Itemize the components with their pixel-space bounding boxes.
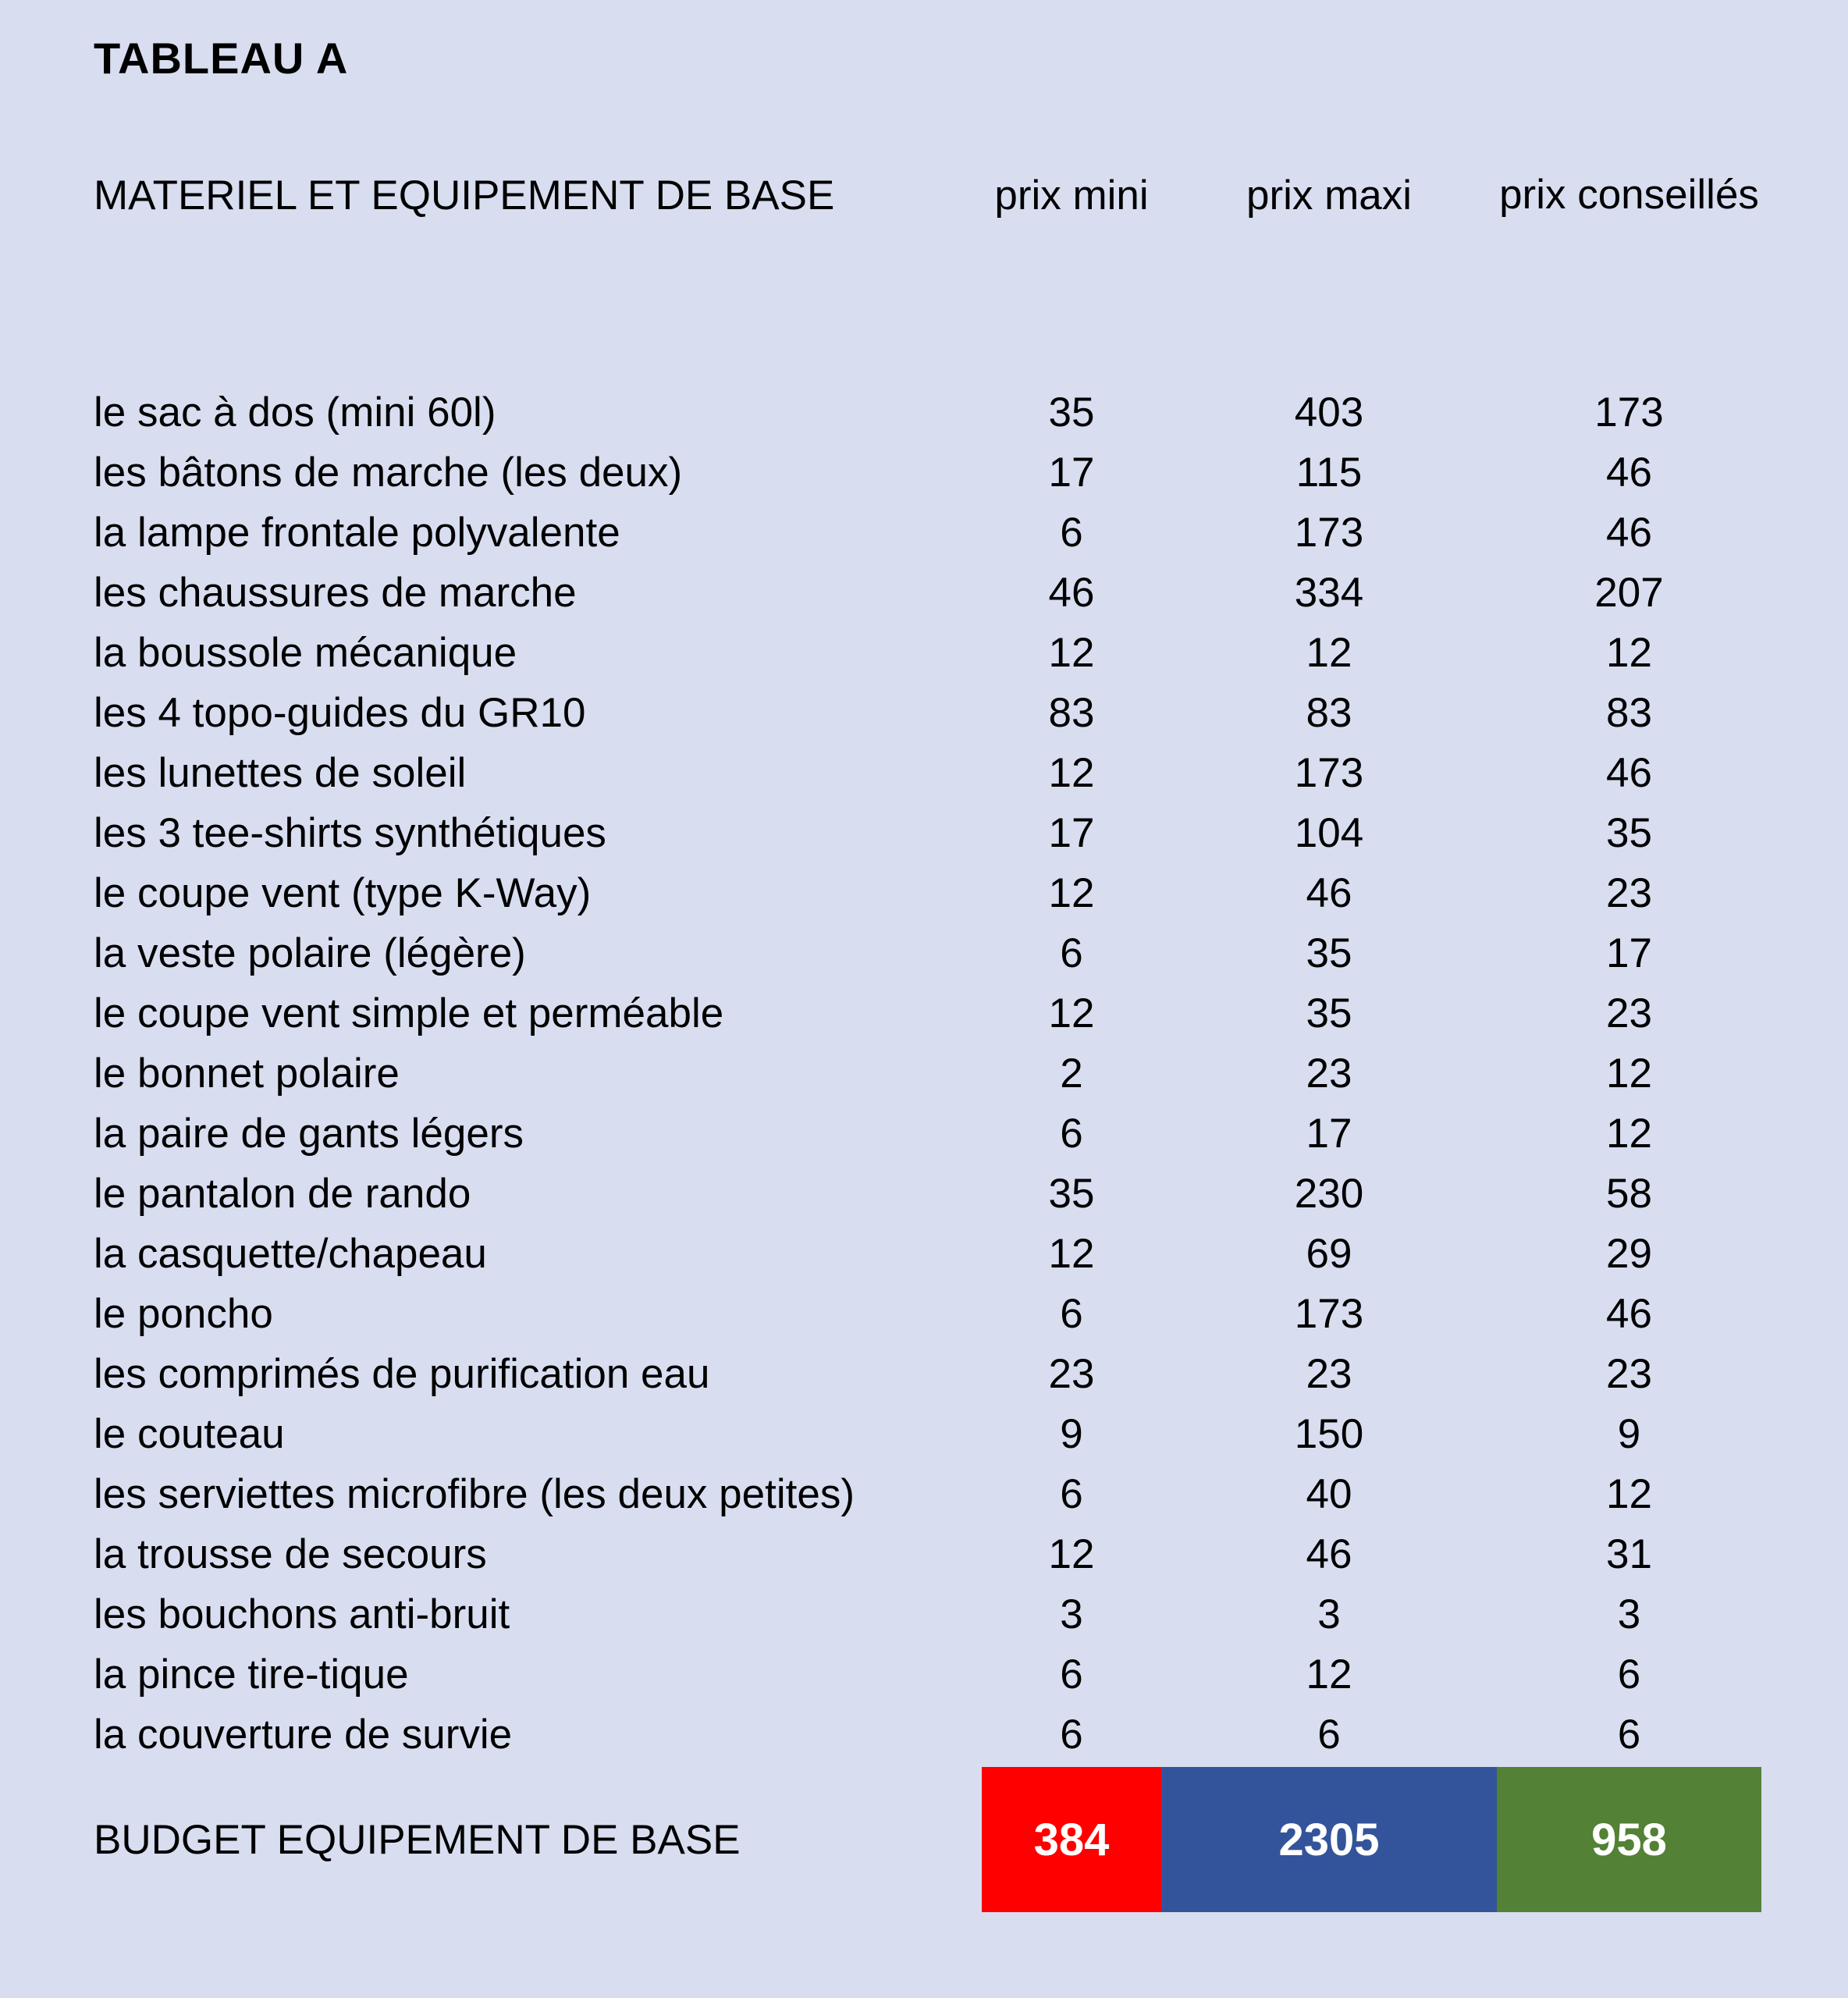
table-row <box>94 1584 1761 1644</box>
prix-maxi-value: 115 <box>1295 450 1363 496</box>
item-label: la pince tire-tique <box>94 1651 409 1698</box>
prix-mini-value: 46 <box>1048 570 1095 616</box>
item-label: les lunettes de soleil <box>94 750 467 796</box>
item-label: les 4 topo-guides du GR10 <box>94 690 586 736</box>
prix-mini-value: 6 <box>1060 1651 1083 1698</box>
table-row <box>94 1644 1761 1705</box>
prix-maxi-value: 403 <box>1294 389 1364 436</box>
prix-maxi-value: 104 <box>1294 810 1364 856</box>
prix-conseilles-value: 31 <box>1606 1530 1652 1577</box>
prix-mini-value: 6 <box>1060 930 1083 976</box>
prix-mini-value: 6 <box>1060 1291 1083 1337</box>
table-row <box>94 1524 1761 1584</box>
item-label: les comprimés de purification eau <box>94 1351 710 1397</box>
table-row <box>94 923 1761 983</box>
prix-mini-value: 6 <box>1060 1111 1083 1157</box>
prix-conseilles-value: 12 <box>1606 1050 1652 1097</box>
prix-mini-value: 6 <box>1060 1471 1083 1517</box>
prix-conseilles-value: 29 <box>1606 1230 1652 1277</box>
prix-maxi-value: 69 <box>1306 1231 1352 1277</box>
item-label: les bâtons de marche (les deux) <box>94 450 683 496</box>
table-rows <box>94 382 1761 1765</box>
prix-mini-value: 17 <box>1048 810 1095 856</box>
table-row <box>94 683 1761 743</box>
table-row <box>94 1224 1761 1284</box>
prix-mini-value: 83 <box>1048 690 1095 736</box>
budget-total-mini-cell: 384 <box>982 1767 1161 1912</box>
column-header-prix-maxi: prix maxi <box>1246 172 1413 219</box>
table-row <box>94 1705 1761 1765</box>
prix-conseilles-value: 6 <box>1617 1651 1641 1698</box>
prix-maxi-value: 173 <box>1294 750 1364 796</box>
table-row <box>94 1043 1761 1104</box>
prix-conseilles-value: 46 <box>1606 749 1652 796</box>
table-row <box>94 1344 1761 1404</box>
table-row <box>94 1164 1761 1224</box>
table-row <box>94 1404 1761 1464</box>
prix-mini-value: 9 <box>1060 1411 1083 1457</box>
item-label: les 3 tee-shirts synthétiques <box>94 810 606 856</box>
table-row <box>94 803 1761 863</box>
item-label: le couteau <box>94 1411 285 1457</box>
table-row <box>94 1104 1761 1164</box>
table-row <box>94 563 1761 623</box>
item-label: le poncho <box>94 1291 273 1337</box>
item-label: la couverture de survie <box>94 1712 513 1758</box>
prix-maxi-value: 230 <box>1294 1171 1364 1217</box>
prix-mini-value: 2 <box>1060 1051 1083 1097</box>
prix-maxi-value: 173 <box>1294 1291 1364 1337</box>
prix-maxi-value: 40 <box>1306 1471 1352 1517</box>
item-label: la lampe frontale polyvalente <box>94 510 620 556</box>
prix-mini-value: 12 <box>1048 630 1095 676</box>
prix-maxi-value: 35 <box>1306 990 1352 1036</box>
prix-conseilles-value: 46 <box>1606 509 1652 556</box>
table-row <box>94 743 1761 803</box>
prix-maxi-value: 3 <box>1317 1591 1341 1637</box>
prix-conseilles-value: 9 <box>1617 1410 1641 1457</box>
prix-conseilles-value: 17 <box>1606 930 1652 976</box>
prix-maxi-value: 46 <box>1306 1531 1352 1577</box>
budget-label: BUDGET EQUIPEMENT DE BASE <box>94 1816 741 1863</box>
prix-mini-value: 12 <box>1048 750 1095 796</box>
table-row <box>94 623 1761 683</box>
prix-maxi-value: 35 <box>1306 930 1352 976</box>
prix-mini-value: 12 <box>1048 1231 1095 1277</box>
prix-maxi-value: 12 <box>1306 1651 1352 1698</box>
item-label: les serviettes microfibre (les deux petites) <box>94 1471 855 1517</box>
prix-conseilles-value: 12 <box>1606 629 1652 676</box>
item-label: la boussole mécanique <box>94 630 517 676</box>
table-row <box>94 503 1761 563</box>
prix-maxi-value: 12 <box>1306 630 1352 676</box>
table-row <box>94 443 1761 503</box>
prix-maxi-value: 150 <box>1294 1411 1364 1457</box>
prix-conseilles-value: 12 <box>1606 1470 1652 1517</box>
prix-mini-value: 35 <box>1048 389 1095 436</box>
prix-maxi-value: 23 <box>1306 1351 1352 1397</box>
item-label: la casquette/chapeau <box>94 1231 487 1277</box>
prix-conseilles-value: 207 <box>1594 569 1664 616</box>
prix-conseilles-value: 46 <box>1606 1290 1652 1337</box>
item-label: le coupe vent (type K-Way) <box>94 870 592 916</box>
budget-total-row <box>94 1767 1761 1912</box>
table-row <box>94 863 1761 923</box>
prix-conseilles-value: 23 <box>1606 990 1652 1036</box>
prix-maxi-value: 173 <box>1294 510 1364 556</box>
prix-conseilles-value: 6 <box>1617 1711 1641 1758</box>
item-label: les bouchons anti-bruit <box>94 1591 510 1637</box>
column-header-prix-mini: prix mini <box>994 172 1149 219</box>
item-label: les chaussures de marche <box>94 570 577 616</box>
item-label: le bonnet polaire <box>94 1051 400 1097</box>
page-title: TABLEAU A <box>94 34 349 83</box>
table-row <box>94 1464 1761 1524</box>
prix-mini-value: 6 <box>1060 510 1083 556</box>
prix-mini-value: 17 <box>1048 450 1095 496</box>
prix-mini-value: 12 <box>1048 990 1095 1036</box>
prix-conseilles-value: 58 <box>1606 1170 1652 1217</box>
prix-mini-value: 3 <box>1060 1591 1083 1637</box>
prix-maxi-value: 6 <box>1317 1712 1341 1758</box>
item-label: le pantalon de rando <box>94 1171 471 1217</box>
table-row <box>94 382 1761 443</box>
table-header-row <box>94 142 1761 248</box>
budget-total-conseilles-cell: 958 <box>1497 1767 1761 1912</box>
prix-conseilles-value: 23 <box>1606 869 1652 916</box>
prix-conseilles-value: 3 <box>1617 1591 1641 1637</box>
prix-maxi-value: 46 <box>1306 870 1352 916</box>
prix-mini-value: 6 <box>1060 1712 1083 1758</box>
prix-conseilles-value: 83 <box>1606 689 1652 736</box>
prix-mini-value: 12 <box>1048 1531 1095 1577</box>
column-header-prix-conseilles: prix conseillés <box>1499 172 1759 219</box>
item-label: la veste polaire (légère) <box>94 930 526 976</box>
item-label: le sac à dos (mini 60l) <box>94 389 496 436</box>
item-label: la paire de gants légers <box>94 1111 524 1157</box>
prix-conseilles-value: 23 <box>1606 1350 1652 1397</box>
prix-maxi-value: 23 <box>1306 1051 1352 1097</box>
prix-conseilles-value: 35 <box>1606 809 1652 856</box>
column-header-materiel: MATERIEL ET EQUIPEMENT DE BASE <box>94 172 835 219</box>
prix-mini-value: 23 <box>1048 1351 1095 1397</box>
prix-maxi-value: 334 <box>1294 570 1364 616</box>
table-row <box>94 983 1761 1043</box>
table-row <box>94 1284 1761 1344</box>
budget-total-maxi-cell: 2305 <box>1161 1767 1497 1912</box>
prix-mini-value: 35 <box>1048 1171 1095 1217</box>
item-label: le coupe vent simple et perméable <box>94 990 724 1036</box>
prix-conseilles-value: 46 <box>1606 449 1652 496</box>
prix-maxi-value: 83 <box>1306 690 1352 736</box>
prix-maxi-value: 17 <box>1306 1111 1352 1157</box>
prix-conseilles-value: 173 <box>1594 389 1664 436</box>
item-label: la trousse de secours <box>94 1531 487 1577</box>
prix-mini-value: 12 <box>1048 870 1095 916</box>
prix-conseilles-value: 12 <box>1606 1110 1652 1157</box>
